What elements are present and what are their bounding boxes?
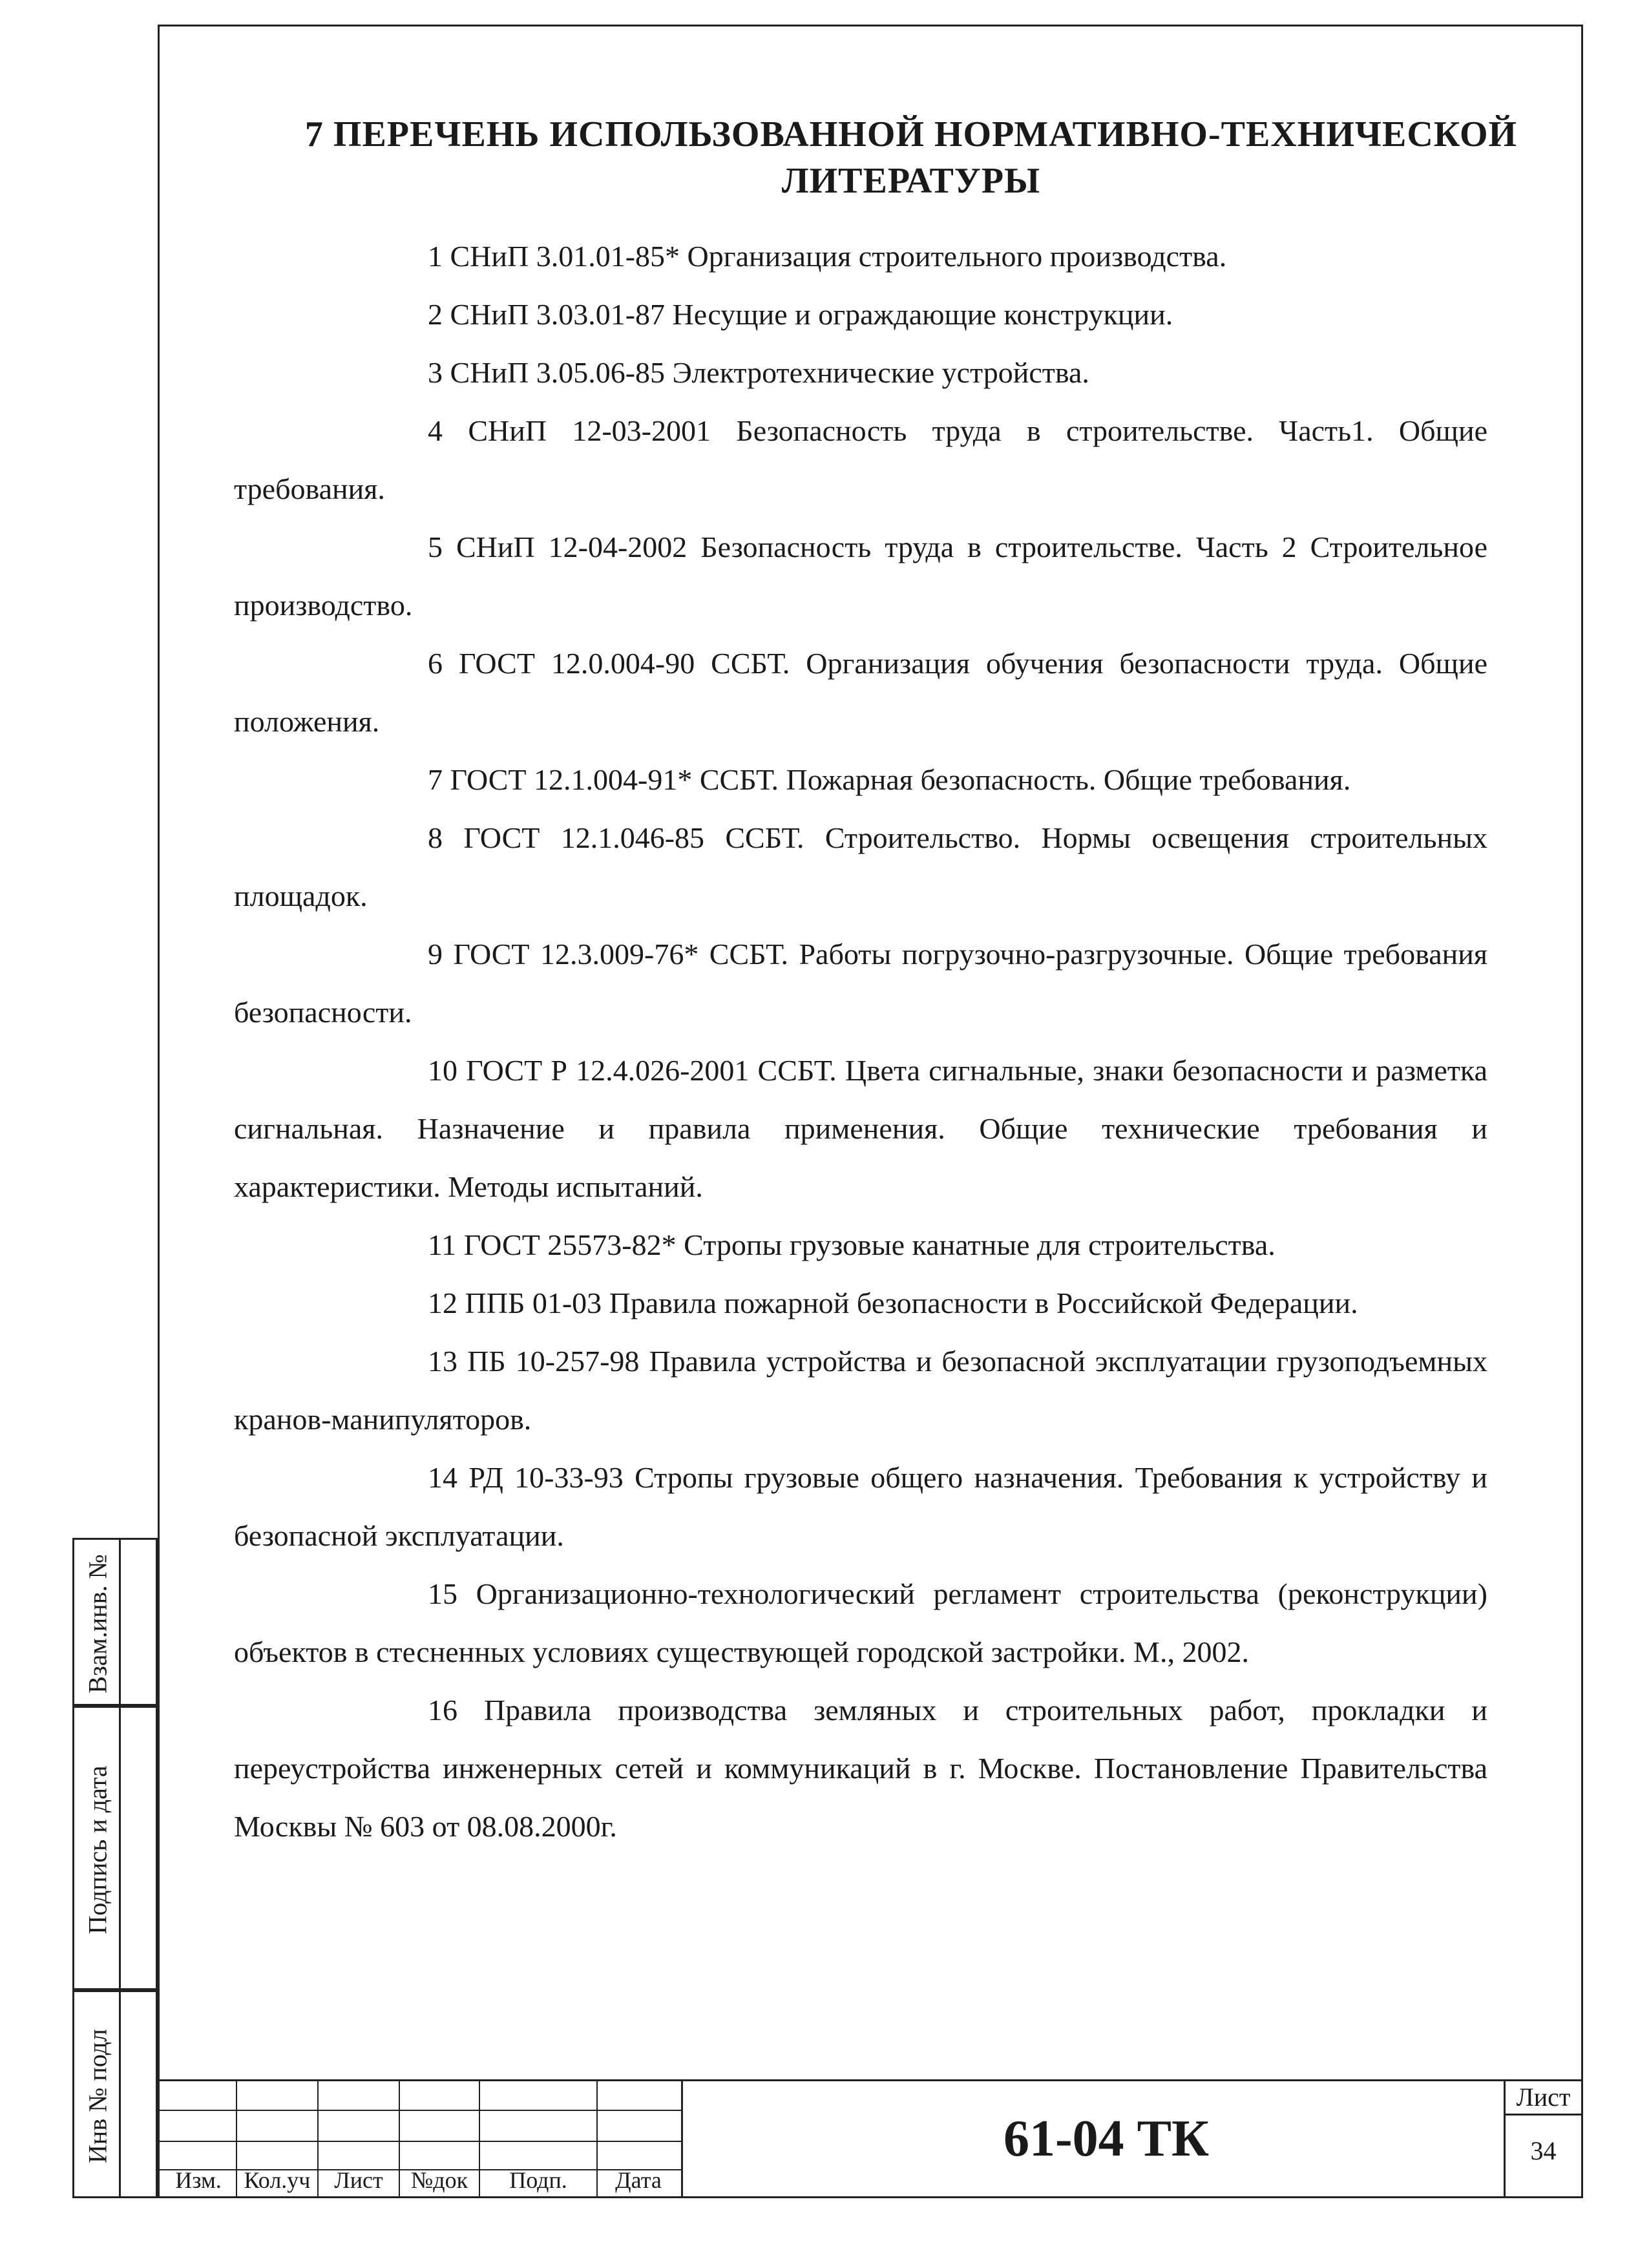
reference-text: ППБ 01-03 Правила пожарной безопасности в Российской Федерации. [465, 1286, 1358, 1319]
sheet-box [1504, 2081, 1581, 2196]
reference-number: 4 [428, 414, 443, 447]
izm-label: Изм. [175, 2167, 222, 2193]
reference-text: СНиП 3.01.01-85* Организация строительного производства. [450, 240, 1227, 273]
inv-label: Инв № подл [83, 2029, 112, 2163]
revision-grid [160, 2081, 683, 2196]
side-stamp-vzam [72, 1538, 158, 1706]
reference-number: 6 [428, 647, 443, 680]
reference-item [234, 1449, 1487, 1565]
list-col-label: Лист [334, 2167, 383, 2193]
sheet-label: Лист [1506, 2081, 1581, 2116]
section-title [239, 111, 1583, 204]
reference-item [234, 1332, 1487, 1449]
reference-text: СНиП 12-04-2002 Безопасность труда в строительстве. Часть 2 Строительное производство. [234, 530, 1487, 622]
reference-item [234, 809, 1487, 925]
reference-item [234, 751, 1487, 809]
reference-text: ГОСТ 12.1.004-91* ССБТ. Пожарная безопасность. Общие требования. [450, 763, 1351, 796]
podp-label: Подп. [509, 2167, 567, 2193]
podpis-label: Подпись и дата [83, 1765, 112, 1935]
ndok-label: №док [410, 2167, 468, 2193]
sheet-number: 34 [1530, 2136, 1557, 2165]
reference-item [234, 402, 1487, 518]
reference-text: ГОСТ 12.3.009-76* ССБТ. Работы погрузочно-разгрузочные. Общие требования безопасности. [234, 938, 1488, 1029]
reference-text: Правила производства земляных и строительных работ, прокладки и переустройства инженерных сетей и коммуникаций в г. Москве. Постановление Правительства Москвы № 603 от 08.08.2000г. [234, 1694, 1487, 1843]
reference-number: 14 [428, 1461, 457, 1494]
reference-number: 12 [428, 1286, 457, 1319]
reference-number: 2 [428, 298, 443, 331]
reference-number: 8 [428, 821, 443, 854]
reference-number: 16 [428, 1694, 457, 1727]
reference-number: 5 [428, 530, 443, 563]
title-line-2: ЛИТЕРАТУРЫ [781, 161, 1041, 201]
reference-number: 9 [428, 938, 443, 971]
vzam-label: Взам.инв. № [83, 1554, 112, 1694]
reference-text: РД 10-33-93 Стропы грузовые общего назначения. Требования к устройству и безопасной эксплуатации. [234, 1461, 1488, 1552]
reference-text: СНиП 12-03-2001 Безопасность труда в строительстве. Часть1. Общие требования. [234, 414, 1487, 505]
reference-number: 11 [428, 1228, 457, 1261]
reference-item [234, 635, 1487, 751]
reference-text: СНиП 3.05.06-85 Электротехнические устройства. [450, 356, 1089, 389]
reference-number: 3 [428, 356, 443, 389]
reference-text: ГОСТ 25573-82* Стропы грузовые канатные для строительства. [463, 1228, 1276, 1261]
reference-list [234, 227, 1487, 1856]
reference-number: 10 [428, 1054, 457, 1087]
reference-item [234, 925, 1487, 1042]
reference-number: 15 [428, 1577, 457, 1610]
reference-text: ГОСТ 12.0.004-90 ССБТ. Организация обучения безопасности труда. Общие положения. [234, 647, 1487, 738]
reference-text: ГОСТ Р 12.4.026-2001 ССБТ. Цвета сигнальные, знаки безопасности и разметка сигнальная. Назначение и правила применения. Общие технические требования и характеристики. Методы испытаний. [234, 1054, 1488, 1203]
reference-number: 1 [428, 240, 443, 273]
reference-text: СНиП 3.03.01-87 Несущие и ограждающие конструкции. [450, 298, 1173, 331]
reference-text: Организационно-технологический регламент строительства (реконструкции) объектов в стесненных условиях существующей городской застройки. М., 2002. [234, 1577, 1487, 1668]
reference-item [234, 227, 1487, 286]
side-stamp-podpis [72, 1706, 158, 1990]
reference-item [234, 1565, 1487, 1681]
reference-item [234, 344, 1487, 402]
reference-item [234, 1681, 1487, 1856]
reference-item [234, 1274, 1487, 1332]
title-line-1: 7 ПЕРЕЧЕНЬ ИСПОЛЬЗОВАННОЙ НОРМАТИВНО-ТЕХНИЧЕСКОЙ [304, 114, 1518, 154]
reference-item [234, 1216, 1487, 1274]
reference-item [234, 1042, 1487, 1216]
side-stamp-inv [72, 1990, 158, 2198]
reference-text: ГОСТ 12.1.046-85 ССБТ. Строительство. Нормы освещения строительных площадок. [234, 821, 1487, 912]
reference-item [234, 518, 1487, 635]
kolyc-label: Кол.уч [244, 2167, 311, 2193]
reference-number: 13 [428, 1345, 457, 1378]
reference-number: 7 [428, 763, 443, 796]
title-block [158, 2079, 1583, 2198]
document-code: 61-04 ТК [1003, 2110, 1209, 2167]
reference-item [234, 286, 1487, 344]
reference-text: ПБ 10-257-98 Правила устройства и безопасной эксплуатации грузоподъемных кранов-манипуляторов. [234, 1345, 1487, 1436]
data-label: Дата [615, 2167, 662, 2193]
